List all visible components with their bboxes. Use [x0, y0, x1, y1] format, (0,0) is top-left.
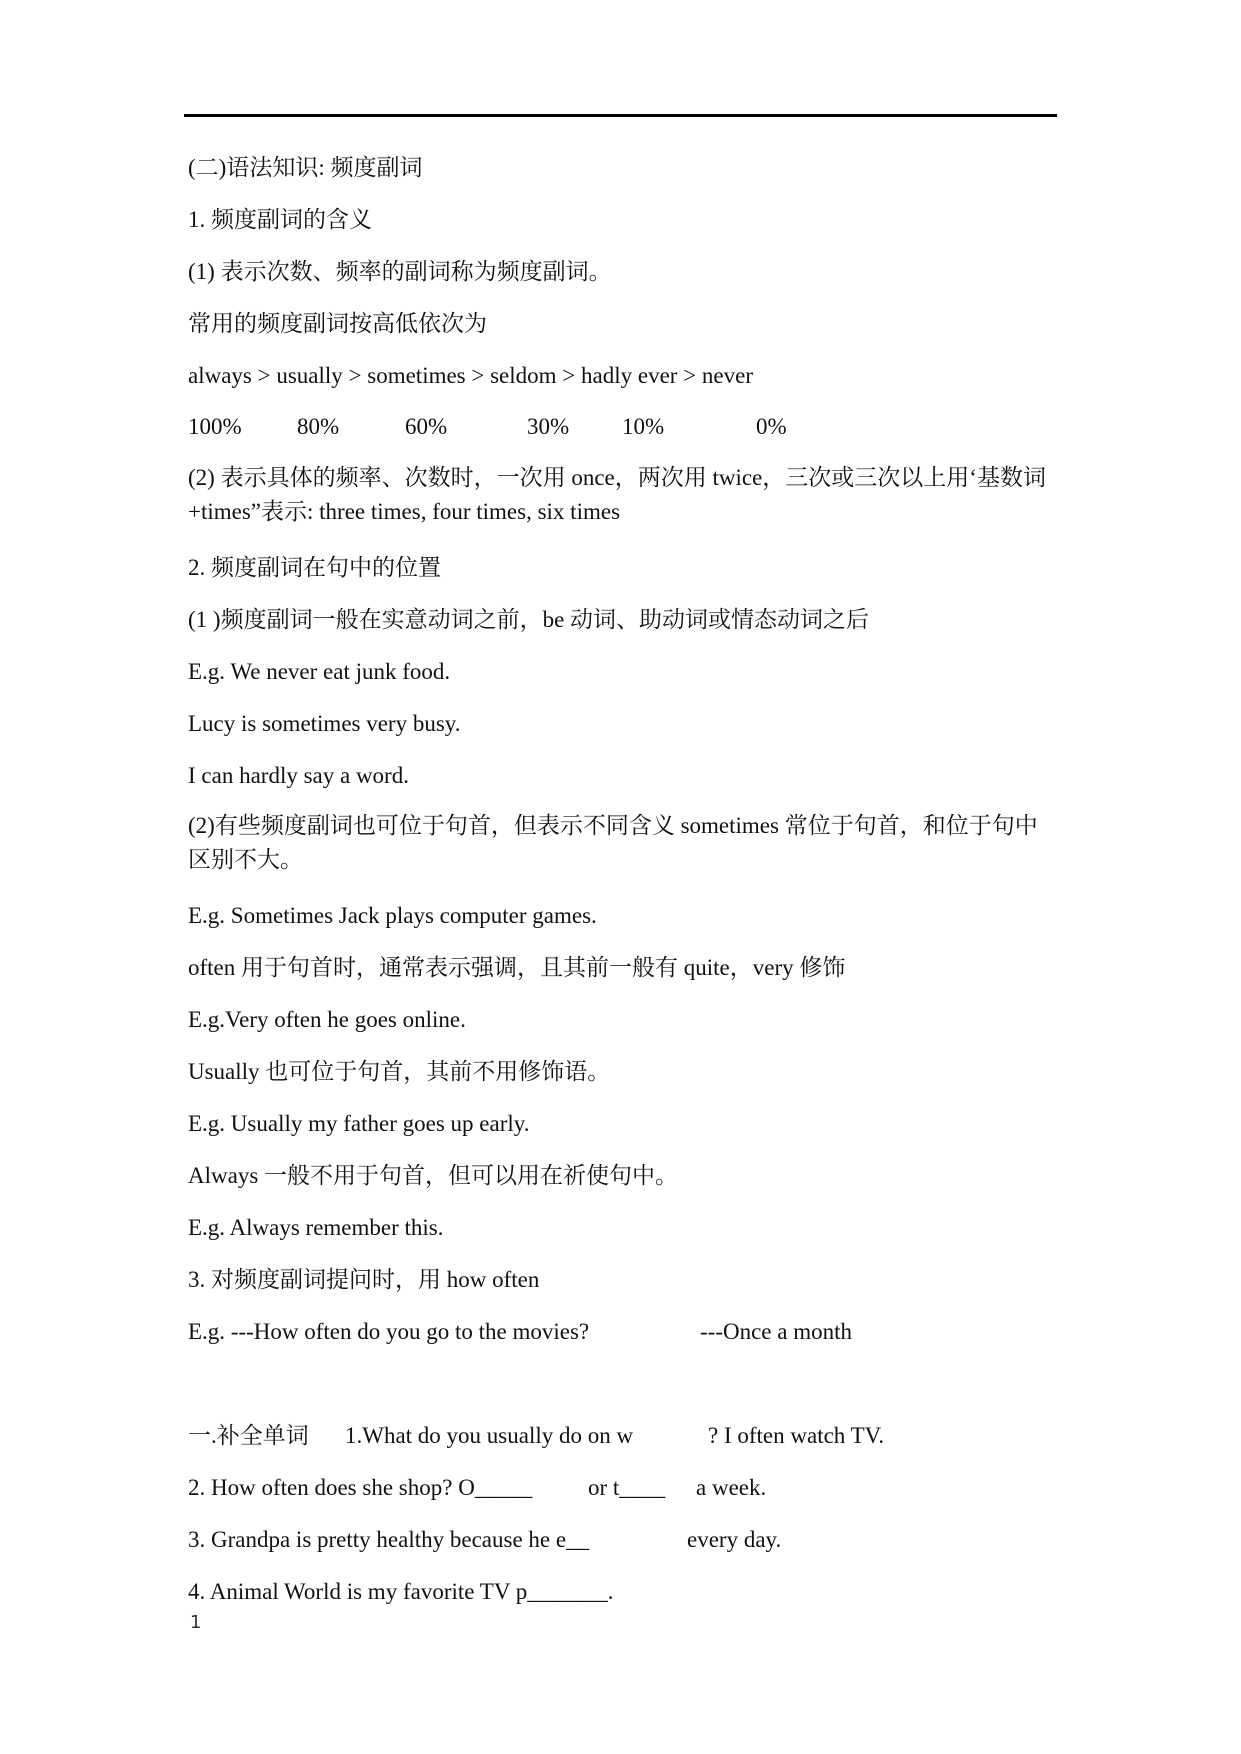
always-note: Always 一般不用于句首，但可以用在祈使句中。	[188, 1163, 679, 1188]
item1-heading: 1. 频度副词的含义	[188, 207, 372, 232]
item1-definition: (1) 表示次数、频率的副词称为频度副词。	[188, 259, 612, 284]
item2-rule-2: (2)有些频度副词也可位于句首，但表示不同含义 sometimes 常位于句首，和位于句中区别不大。	[188, 813, 1038, 872]
example-sentence: E.g.Very often he goes online.	[188, 1007, 466, 1032]
page-number: 1	[190, 1612, 202, 1633]
section-title: (二)语法知识: 频度副词	[188, 155, 423, 180]
often-note: often 用于句首时，通常表示强调，且其前一般有 quite，very 修饰	[188, 955, 846, 980]
example-answer: ---Once a month	[700, 1319, 852, 1344]
example-sentence: I can hardly say a word.	[188, 763, 409, 788]
exercise-1-text-end: ? I often watch TV.	[708, 1423, 885, 1448]
item2-rule-1: (1 )频度副词一般在实意动词之前，be 动词、助动词或情态动词之后	[188, 607, 870, 632]
example-sentence: E.g. Sometimes Jack plays computer games.	[188, 903, 597, 928]
percentage-seldom: 30%	[527, 414, 570, 439]
exercise-1-text: 1.What do you usually do on w	[345, 1423, 634, 1448]
item3-heading: 3. 对频度副词提问时，用 how often	[188, 1267, 540, 1292]
exercise-title: 一.补全单词	[188, 1423, 309, 1448]
item1-order-intro: 常用的频度副词按高低依次为	[188, 311, 487, 336]
usually-note: Usually 也可位于句首，其前不用修饰语。	[188, 1059, 611, 1084]
percentage-sometimes: 60%	[405, 414, 448, 439]
exercise-3-text: 3. Grandpa is pretty healthy because he e__	[188, 1527, 590, 1552]
percentage-always: 100%	[188, 414, 242, 439]
example-sentence: E.g. Always remember this.	[188, 1215, 444, 1240]
exercise-4-text: 4. Animal World is my favorite TV p_______.	[188, 1579, 614, 1604]
header-rule	[184, 114, 1057, 117]
exercise-3-text-end: every day.	[687, 1527, 782, 1552]
example-question: E.g. ---How often do you go to the movies?	[188, 1319, 590, 1344]
exercise-2-text: 2. How often does she shop? O_____	[188, 1475, 533, 1500]
percentage-usually: 80%	[297, 414, 340, 439]
example-sentence: E.g. We never eat junk food.	[188, 659, 451, 684]
percentage-hardly-ever: 10%	[622, 414, 665, 439]
example-sentence: Lucy is sometimes very busy.	[188, 711, 461, 736]
item2-heading: 2. 频度副词在句中的位置	[188, 555, 441, 580]
item1-specific-frequency: (2) 表示具体的频率、次数时，一次用 once，两次用 twice，三次或三次以上用‘基数词+times”表示: three times, four times, six times	[188, 465, 1046, 524]
exercise-2-blank-2: or t____	[588, 1475, 666, 1500]
percentage-never: 0%	[756, 414, 787, 439]
example-sentence: E.g. Usually my father goes up early.	[188, 1111, 530, 1136]
exercise-2-text-end: a week.	[696, 1475, 767, 1500]
adverb-scale: always > usually > sometimes > seldom > hadly ever > never	[188, 363, 753, 388]
